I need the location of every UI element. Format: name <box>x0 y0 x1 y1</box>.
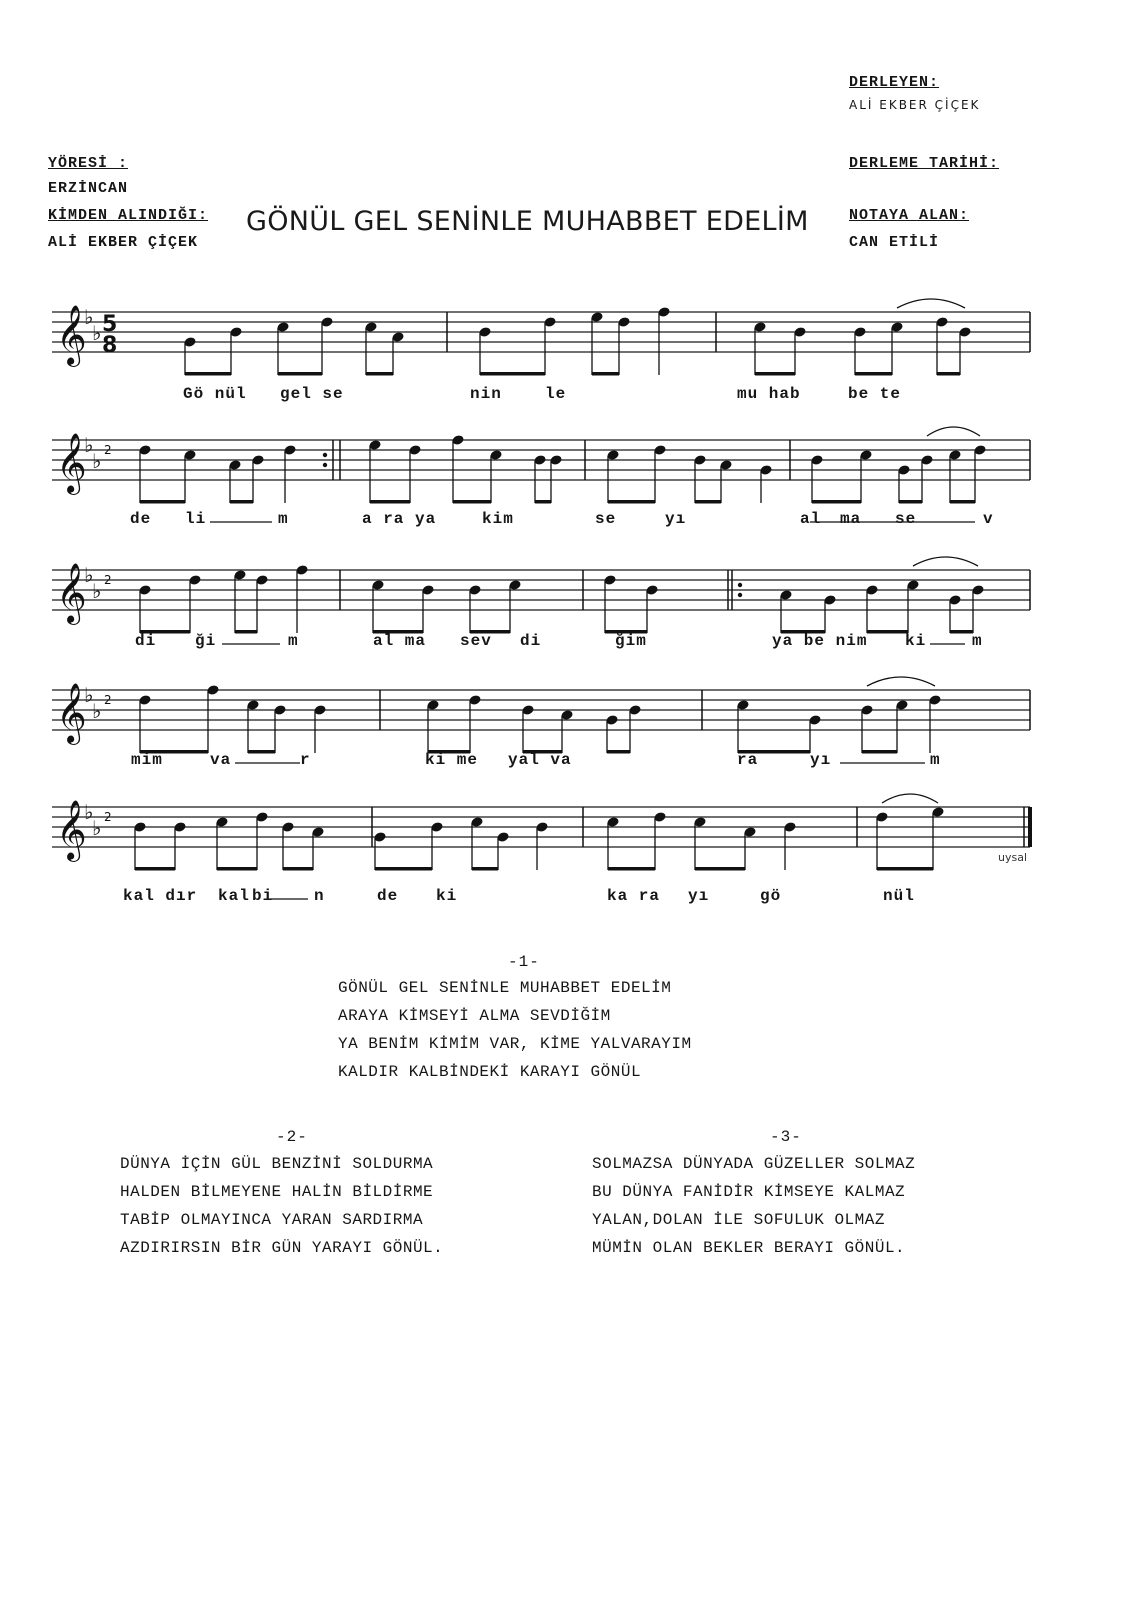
beam <box>755 372 795 376</box>
lyric-syllable: ma <box>840 510 862 528</box>
lyric-syllable: ği <box>195 632 217 650</box>
kimden-alindigi-value: ALİ EKBER ÇİÇEK <box>48 234 199 251</box>
beam <box>235 630 257 634</box>
verse-2 <box>120 1150 443 1262</box>
beam <box>862 750 897 754</box>
lyric-syllable: de <box>130 510 152 528</box>
verse-line: YA BENİM KİMİM VAR, KİME YALVARAYIM <box>338 1035 692 1053</box>
treble-clef-icon: 𝄞 <box>56 433 87 493</box>
verse-line: AZDIRIRSIN BİR GÜN YARAYI GÖNÜL. <box>120 1239 444 1257</box>
treble-clef-icon: 𝄞 <box>56 563 87 623</box>
lyric-syllable: al <box>800 510 822 528</box>
treble-clef-icon: 𝄞 <box>56 683 87 743</box>
slur <box>897 299 965 308</box>
lyric-syllable: be te <box>848 385 902 403</box>
lyric-syllable: a ra ya <box>362 510 437 528</box>
lyric-syllable: m <box>278 510 289 528</box>
flat-icon: ♭ <box>84 683 94 707</box>
beam <box>366 372 393 376</box>
flat-icon: ♭ <box>84 800 94 824</box>
verse-3 <box>592 1150 915 1262</box>
lyric-syllable: v <box>983 510 994 528</box>
beam <box>278 372 322 376</box>
time-signature-numerator: 2 <box>104 573 112 587</box>
flat-icon: ♭ <box>92 816 102 840</box>
lyric-syllable: m <box>930 751 941 769</box>
repeat-dot <box>323 453 327 457</box>
beam <box>185 372 231 376</box>
flat-icon: ♭ <box>84 433 94 457</box>
derleme-tarihi-label: DERLEME TARİHİ: <box>849 155 1000 172</box>
lyric-syllable: di <box>520 632 542 650</box>
notation-signature: uysal <box>998 851 1028 864</box>
verse-line: KALDIR KALBİNDEKİ KARAYI GÖNÜL <box>338 1063 642 1081</box>
beam <box>695 867 745 871</box>
yoresi-label: YÖRESİ : <box>48 155 129 172</box>
treble-clef-icon: 𝄞 <box>56 800 87 860</box>
slur <box>913 557 978 566</box>
song-title: GÖNÜL GEL SENİNLE MUHABBET EDELİM <box>246 206 809 237</box>
beam <box>607 750 630 754</box>
lyric-syllable: yal va <box>508 751 572 769</box>
lyric-syllable: ki me <box>425 751 479 769</box>
lyric-syllable: mim <box>131 751 163 769</box>
lyric-syllable: li <box>185 510 207 528</box>
lyric-syllable: n <box>314 887 325 905</box>
lyric-syllable: yı <box>688 887 710 905</box>
derleyen-value: ALİ EKBER ÇİÇEK <box>849 98 981 112</box>
lyric-syllable: mu hab <box>737 385 801 403</box>
verse-line: MÜMİN OLAN BEKLER BERAYI GÖNÜL. <box>592 1239 906 1257</box>
yoresi-value: ERZİNCAN <box>48 180 129 197</box>
lyric-syllable: nin <box>470 385 502 403</box>
beam <box>248 750 275 754</box>
flat-icon: ♭ <box>92 321 102 345</box>
lyric-syllable: ğim <box>615 632 647 650</box>
lyric-syllable: di <box>135 632 157 650</box>
lyric-syllable: ya be nim <box>772 632 868 650</box>
lyric-syllable: va <box>210 751 232 769</box>
lyric-syllable: le <box>545 385 567 403</box>
beam <box>855 372 892 376</box>
treble-clef-icon: 𝄞 <box>56 305 87 365</box>
verse-line: ARAYA KİMSEYİ ALMA SEVDİĞİM <box>338 1007 611 1025</box>
lyric-syllable: ki <box>436 887 458 905</box>
verse-1-number: -1- <box>508 953 540 971</box>
verse-1 <box>338 974 692 1086</box>
beam <box>950 500 975 504</box>
verse-3-number: -3- <box>770 1128 802 1146</box>
beam <box>370 500 410 504</box>
final-barline <box>1028 807 1032 847</box>
lyric-syllable: nül <box>883 887 915 905</box>
lyric-syllable: yı <box>665 510 687 528</box>
beam <box>899 500 922 504</box>
slur <box>882 794 938 803</box>
beam <box>453 500 491 504</box>
lyric-syllable: se <box>595 510 617 528</box>
beam <box>867 630 908 634</box>
beam <box>937 372 960 376</box>
lyric-syllable: se <box>895 510 917 528</box>
beam <box>695 500 721 504</box>
beam <box>283 867 313 871</box>
beam <box>592 372 619 376</box>
lyric-syllable: al ma <box>373 632 427 650</box>
verse-line: BU DÜNYA FANİDİR KİMSEYE KALMAZ <box>592 1183 906 1201</box>
repeat-dot <box>738 593 742 597</box>
lyric-syllable: gel se <box>280 385 344 403</box>
time-signature-numerator: 5 <box>102 312 118 337</box>
beam <box>877 867 933 871</box>
lyric-syllable: gö <box>760 887 782 905</box>
verse-line: DÜNYA İÇİN GÜL BENZİNİ SOLDURMA <box>120 1155 434 1173</box>
time-signature-numerator: 2 <box>104 693 112 707</box>
slur <box>927 427 980 436</box>
lyric-syllable: bi <box>252 887 274 905</box>
flat-icon: ♭ <box>92 699 102 723</box>
notaya-alan-value: CAN ETİLİ <box>849 234 940 251</box>
verse-line: SOLMAZSA DÜNYADA GÜZELLER SOLMAZ <box>592 1155 916 1173</box>
beam <box>812 500 861 504</box>
verse-line: HALDEN BİLMEYENE HALİN BİLDİRME <box>120 1183 434 1201</box>
lyric-syllable: ki <box>905 632 927 650</box>
beam <box>608 867 655 871</box>
lyric-syllable: r <box>300 751 311 769</box>
notaya-alan-label: NOTAYA ALAN: <box>849 207 970 224</box>
lyric-syllable: ka ra <box>607 887 661 905</box>
verse-line: GÖNÜL GEL SENİNLE MUHABBET EDELİM <box>338 979 672 997</box>
flat-icon: ♭ <box>92 449 102 473</box>
time-signature-denominator: 8 <box>102 333 118 358</box>
lyric-syllable: de <box>377 887 399 905</box>
beam <box>472 867 498 871</box>
lyric-syllable: ra <box>737 751 759 769</box>
lyric-syllable: m <box>972 632 983 650</box>
verse-line: TABİP OLMAYINCA YARAN SARDIRMA <box>120 1211 424 1229</box>
kimden-alindigi-label: KİMDEN ALINDIĞI: <box>48 207 209 224</box>
lyric-syllable: Gö nül <box>183 385 247 403</box>
beam <box>135 867 175 871</box>
verse-line: YALAN,DOLAN İLE SOFULUK OLMAZ <box>592 1211 885 1229</box>
beam <box>950 630 973 634</box>
lyric-syllable: kim <box>482 510 514 528</box>
time-signature-numerator: 2 <box>104 810 112 824</box>
beam <box>140 500 185 504</box>
beam <box>375 867 432 871</box>
beam <box>217 867 257 871</box>
verse-2-number: -2- <box>276 1128 308 1146</box>
beam <box>608 500 655 504</box>
beam <box>535 500 551 504</box>
repeat-dot <box>323 463 327 467</box>
beam <box>480 372 545 376</box>
time-signature-numerator: 2 <box>104 443 112 457</box>
lyric-syllable: kal <box>218 887 250 905</box>
derleyen-label: DERLEYEN: <box>849 74 940 91</box>
lyric-syllable: yı <box>810 751 832 769</box>
repeat-dot <box>738 583 742 587</box>
lyric-syllable: m <box>288 632 299 650</box>
flat-icon: ♭ <box>84 563 94 587</box>
beam <box>230 500 253 504</box>
slur <box>867 677 935 686</box>
lyric-syllable: kal dır <box>123 887 198 905</box>
lyric-syllable: sev <box>460 632 492 650</box>
flat-icon: ♭ <box>84 305 94 329</box>
flat-icon: ♭ <box>92 579 102 603</box>
